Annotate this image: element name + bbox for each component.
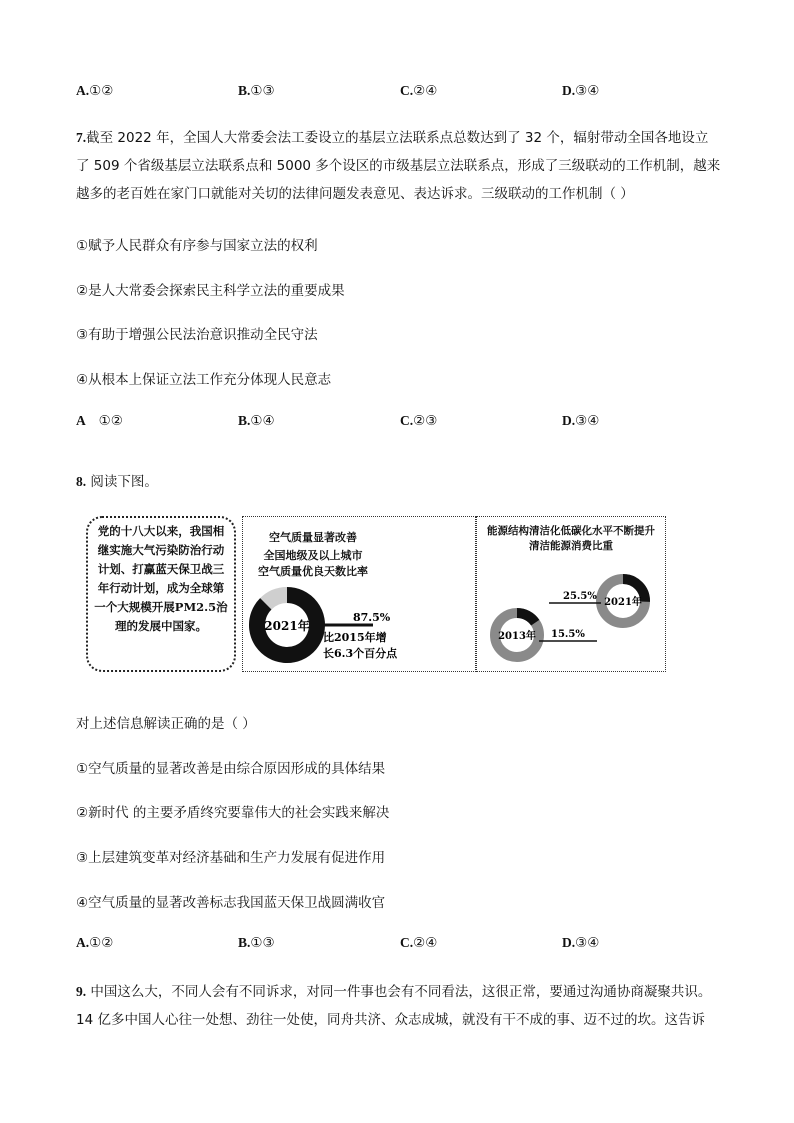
q8-item-4: ④空气质量的显著改善标志我国蓝天保卫战圆满收官 [76,895,386,911]
question-number: 8. [76,474,87,489]
value-2013: 15.5% [551,629,585,640]
q8-prompt: 对上述信息解读正确的是（ ） [76,716,256,732]
q8-options [76,935,736,955]
q7-item-2: ②是人大常委会探索民主科学立法的重要成果 [76,283,345,299]
option-c[interactable]: C.②③ [400,413,438,429]
air-title-3: 空气质量优良天数比率 [258,565,368,578]
option-d[interactable]: D.③④ [562,413,600,429]
air-value-label: 87.5% [353,611,391,624]
air-quality-donut-chart [243,517,475,671]
air-note-1: 比2015年增 [323,631,387,644]
donut-year-2013: 2013年 [498,631,536,642]
donut-year-2021: 2021年 [604,597,642,608]
donut-year-label: 2021年 [264,619,310,633]
figure-left-box: 党的十八大以来，我国相继实施大气污染防治行动计划、打赢蓝天保卫战三年行动计划，成为全球第一个大规模开展PM2.5治理的发展中国家。 [86,516,236,672]
options-row-previous [76,83,736,103]
option-b[interactable]: B.①③ [238,935,275,951]
option-b[interactable]: B.①④ [238,413,275,429]
energy-title-2: 清洁能源消费比重 [529,540,613,552]
q8-item-1: ①空气质量的显著改善是由综合原因形成的具体结果 [76,761,386,777]
value-2021: 25.5% [563,591,597,602]
option-a[interactable]: A ①② [76,413,123,429]
figure-energy-panel [476,516,666,672]
stem-line: 7.截至 2022 年，全国人大常委会法工委设立的基层立法联系点总数达到了 32 个，辐射带动全国各地设立 [76,130,709,146]
question-9-stem [76,978,736,1034]
q7-options [76,413,736,433]
stem-line: 越多的老百姓在家门口就能对关切的法律问题发表意见、表达诉求。三级联动的工作机制（ ） [76,186,634,202]
q7-item-1: ①赋予人民群众有序参与国家立法的权利 [76,238,318,254]
question-7-stem [76,124,736,208]
energy-title-1: 能源结构清洁化低碳化水平不断提升 [487,525,655,537]
q8-figure [84,514,655,676]
option-c[interactable]: C.②④ [400,83,438,99]
donut-arc-2013 [517,613,535,623]
energy-donut-charts [477,517,665,671]
stem-line: 14 亿多中国人心往一处想、劲往一处使，同舟共济、众志成城，就没有干不成的事、迈不过的坎。这告诉 [76,1012,705,1028]
q8-item-2: ②新时代 的主要矛盾终究要靠伟大的社会实践来解决 [76,805,390,821]
option-b[interactable]: B.①③ [238,83,275,99]
option-a[interactable]: A.①② [76,83,114,99]
option-d[interactable]: D.③④ [562,935,600,951]
air-title-2: 全国地级及以上城市 [263,549,363,562]
question-number: 9. [76,984,87,999]
stem-line: 了 509 个省级基层立法联系点和 5000 多个设区的市级基层立法联系点，形成了三级联动的工作机制，越来 [76,158,721,174]
option-a[interactable]: A.①② [76,935,114,951]
air-title-1: 空气质量显著改善 [269,531,357,544]
q7-item-4: ④从根本上保证立法工作充分体现人民意志 [76,372,332,388]
q7-item-3: ③有助于增强公民法治意识推动全民守法 [76,327,318,343]
question-number: 7. [76,130,87,145]
q8-item-3: ③上层建筑变革对经济基础和生产力发展有促进作用 [76,850,386,866]
question-8-stem: 8. 阅读下图。 [76,474,158,490]
stem-line: 9. 中国这么大，不同人会有不同诉求，对同一件事也会有不同看法，这很正常，要通过沟通协商凝聚共识。 [76,984,712,1000]
figure-air-quality-panel [242,516,476,672]
air-note-2: 长6.3个百分点 [323,647,398,660]
option-c[interactable]: C.②④ [400,935,438,951]
option-d[interactable]: D.③④ [562,83,600,99]
